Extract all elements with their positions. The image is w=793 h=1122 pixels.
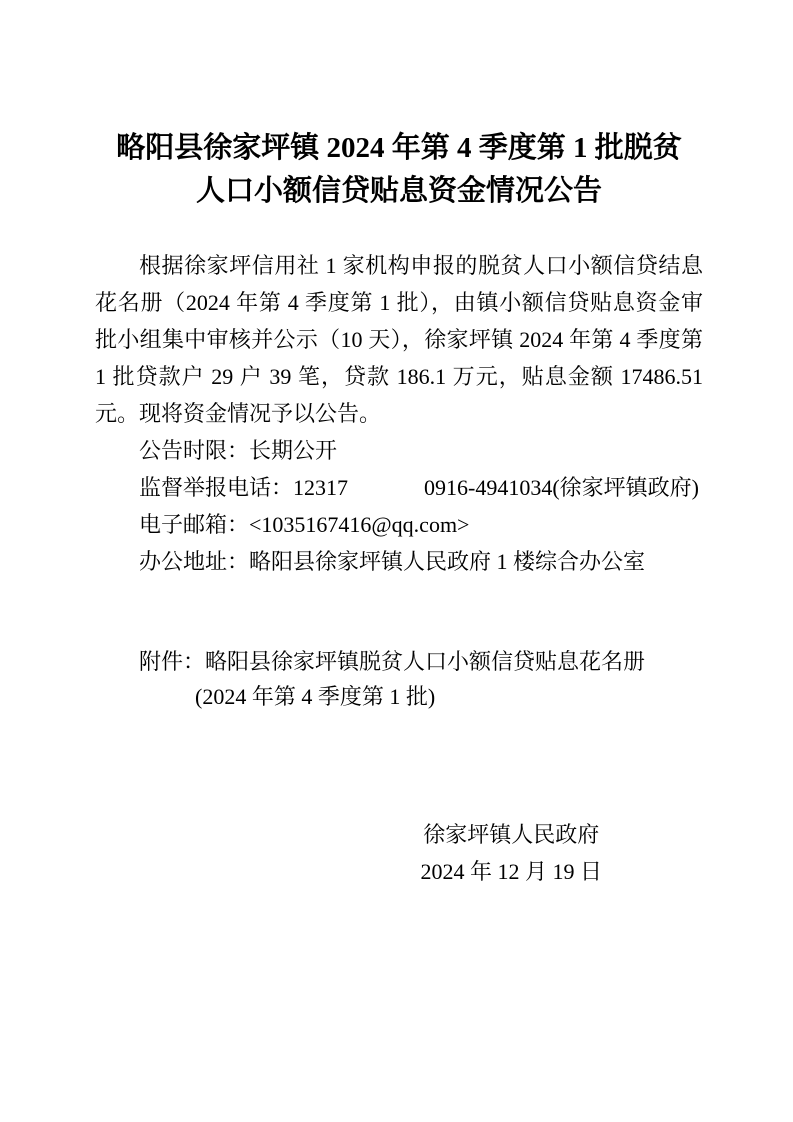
announcement-period-value: 长期公开 [249,438,338,463]
document-title [95,127,703,213]
report-phone-government: 0916-4941034(徐家坪镇政府) [424,475,699,500]
office-address-value: 略阳县徐家坪镇人民政府 1 楼综合办公室 [249,549,646,574]
intro-paragraph: 根据徐家坪信用社 1 家机构申报的脱贫人口小额信贷结息花名册（2024 年第 4 季度第 1 批），由镇小额信贷贴息资金审批小组集中审核并公示（10 天），徐家坪镇 2024 年第 4 季度第 1 批贷款户 29 户 39 笔，贷款 186.1 万元，贴息金额 17486.51 元。现将资金情况予以公告。 [95,253,703,426]
email-value: <1035167416@qq.com> [249,512,470,537]
signature-date: 2024 年 12 月 19 日 [420,859,602,884]
email-label: 电子邮箱： [139,512,250,537]
document-content [95,0,703,890]
office-address-label: 办公地址： [139,549,250,574]
attachment-section [95,644,703,714]
signature-block [420,816,602,890]
report-phone-hotline: 12317 [293,475,349,500]
attachment-line-2: (2024 年第 4 季度第 1 批) [195,684,436,709]
signature-organization: 徐家坪镇人民政府 [423,822,600,847]
report-phone-label: 监督举报电话： [139,475,294,500]
report-phone-line [95,469,703,506]
office-address-line [95,543,703,580]
attachment-line-1 [95,644,703,679]
announcement-period-label: 公告时限： [139,438,250,463]
email-line [95,506,703,543]
title-line-2: 人口小额信贷贴息资金情况公告 [195,175,602,207]
announcement-period-line [95,432,703,469]
attachment-title: 略阳县徐家坪镇脱贫人口小额信贷贴息花名册 [205,649,646,674]
title-line-1: 略阳县徐家坪镇 2024 年第 4 季度第 1 批脱贫 [116,132,682,164]
attachment-label: 附件： [139,649,206,674]
